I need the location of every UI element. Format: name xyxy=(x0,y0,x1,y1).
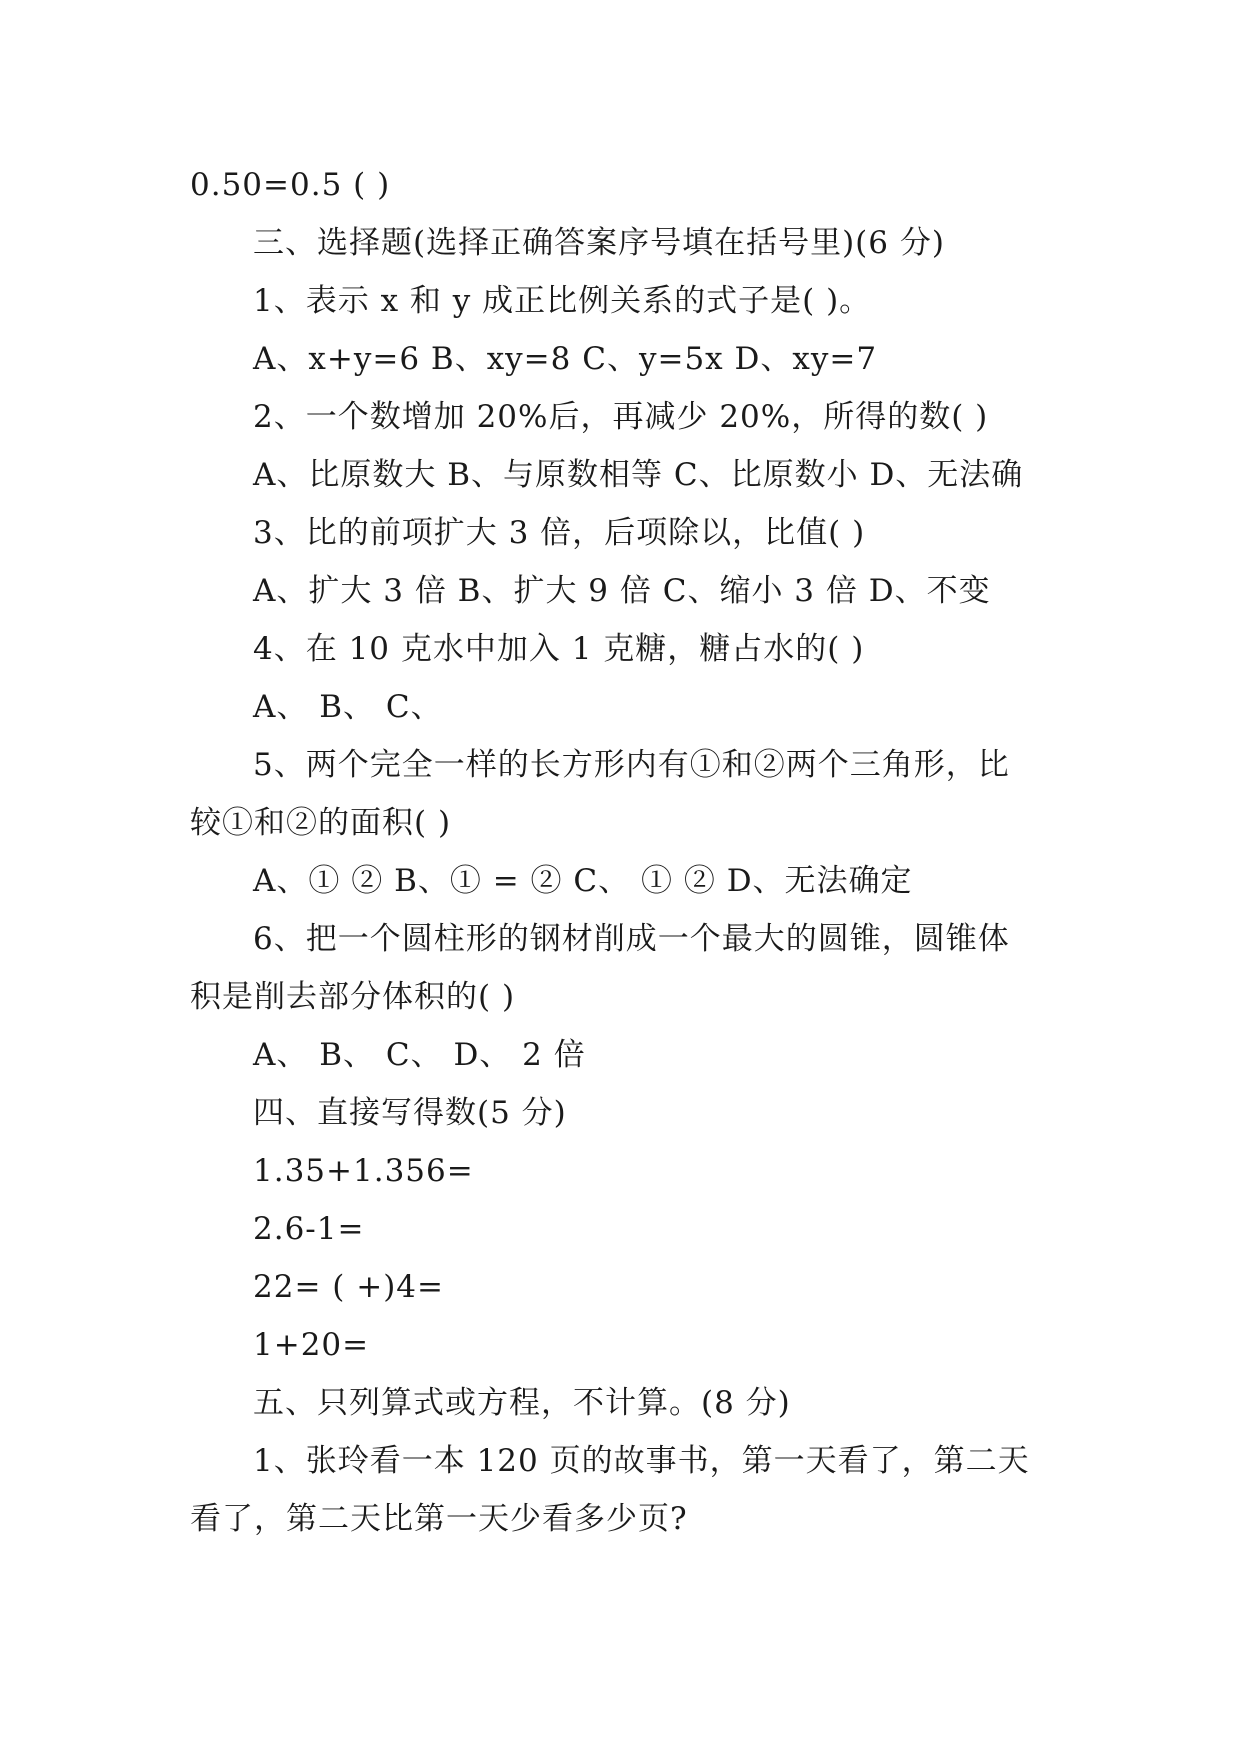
options-4: A、 B、 C、 xyxy=(253,689,443,725)
question-4: 4、在 10 克水中加入 1 克糖，糖占水的( ) xyxy=(253,631,865,667)
question-6-line-1: 6、把一个圆柱形的钢材削成一个最大的圆锥，圆锥体 xyxy=(253,921,1010,957)
options-6: A、 B、 C、 D、 2 倍 xyxy=(253,1037,586,1073)
problem-1-line-2: 看了，第二天比第一天少看多少页? xyxy=(190,1501,688,1537)
section-heading-3: 三、选择题(选择正确答案序号填在括号里)(6 分) xyxy=(253,225,945,261)
question-5-line-1: 5、两个完全一样的长方形内有①和②两个三角形，比 xyxy=(253,747,1010,783)
section-heading-4: 四、直接写得数(5 分) xyxy=(253,1095,567,1131)
question-5-line-2: 较①和②的面积( ) xyxy=(190,805,452,841)
section-heading-5: 五、只列算式或方程，不计算。(8 分) xyxy=(253,1385,791,1421)
question-1: 1、表示 x 和 y 成正比例关系的式子是( )。 xyxy=(253,283,872,319)
options-5: A、① ② B、① = ② C、 ① ② D、无法确定 xyxy=(253,863,913,899)
problem-1-line-1: 1、张玲看一本 120 页的故事书，第一天看了，第二天 xyxy=(253,1443,1030,1479)
options-2: A、比原数大 B、与原数相等 C、比原数小 D、无法确 xyxy=(253,457,1024,493)
options-1: A、x+y=6 B、xy=8 C、y=5x D、xy=7 xyxy=(253,341,878,377)
question-6-line-2: 积是削去部分体积的( ) xyxy=(190,979,516,1015)
calc-3: 22= ( +)4= xyxy=(253,1269,444,1305)
options-3: A、扩大 3 倍 B、扩大 9 倍 C、缩小 3 倍 D、不变 xyxy=(253,573,991,609)
text-line: 0.50=0.5 ( ) xyxy=(190,167,391,203)
question-3: 3、比的前项扩大 3 倍，后项除以，比值( ) xyxy=(253,515,866,551)
calc-2: 2.6-1= xyxy=(253,1211,365,1247)
calc-4: 1+20= xyxy=(253,1327,370,1363)
calc-1: 1.35+1.356= xyxy=(253,1153,474,1189)
question-2: 2、一个数增加 20%后，再减少 20%，所得的数( ) xyxy=(253,399,989,435)
